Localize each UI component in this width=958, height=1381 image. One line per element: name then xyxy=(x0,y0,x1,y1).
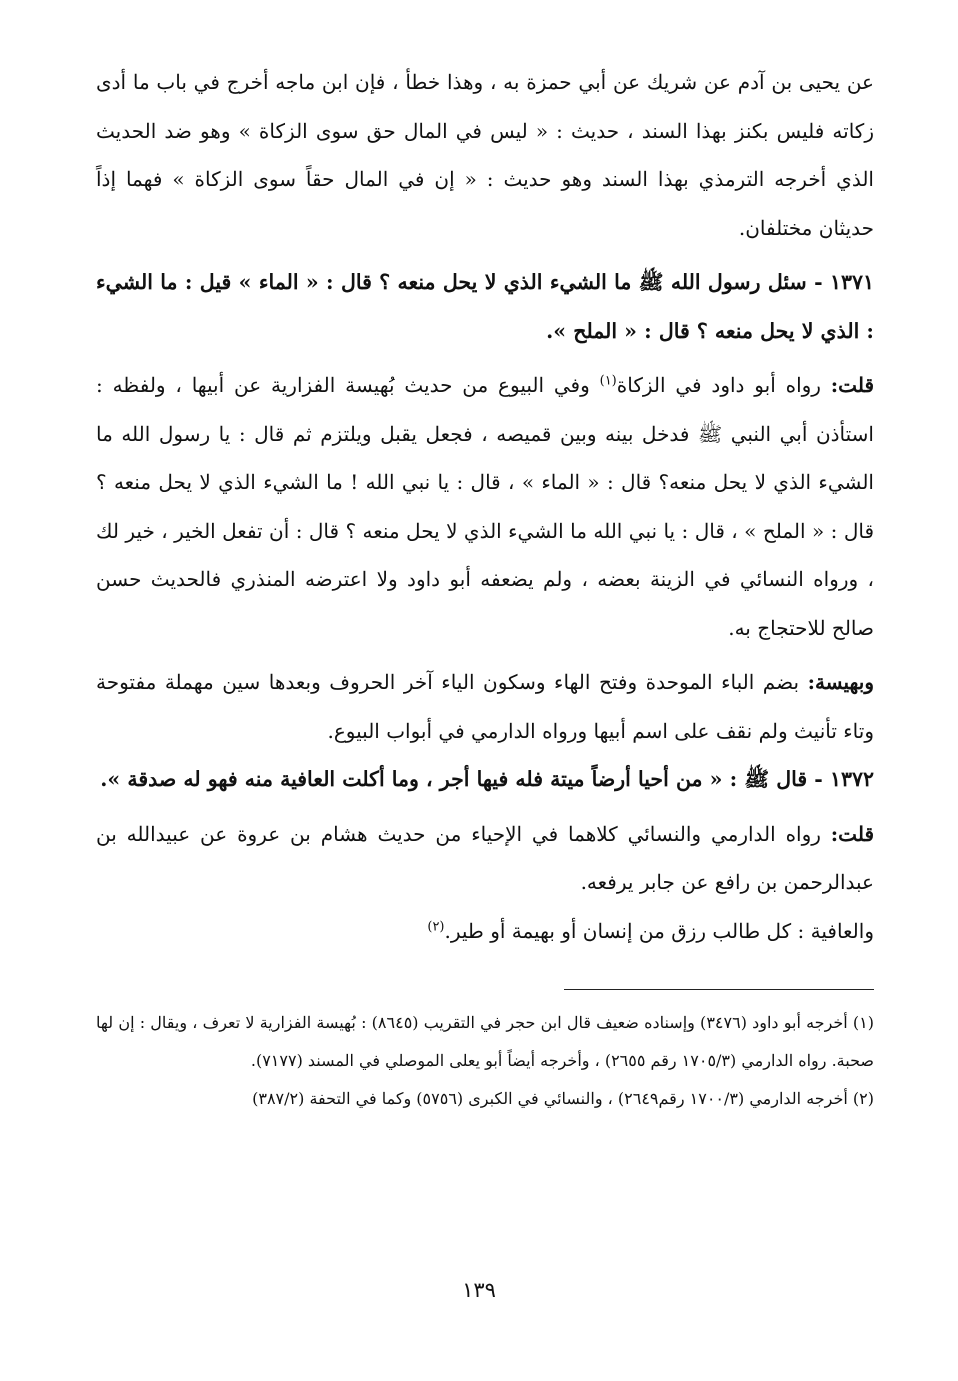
hadith-1371 xyxy=(96,258,874,355)
footnote-2: (٢) أخرجه الدارمي (١٧٠٠/٣ رقم٢٦٤٩) ، والنسائي في الكبرى (٥٧٥٦) وكما في التحفة (٣٨٧/٢) xyxy=(252,1089,874,1108)
paragraph-lead: وبهيسة: xyxy=(807,670,874,694)
commentary-paragraph-afiya xyxy=(96,907,874,956)
footnote-reference-2[interactable]: (٢) xyxy=(427,918,445,934)
page-number: ١٣٩ xyxy=(462,1278,496,1302)
commentary-paragraph xyxy=(96,58,874,252)
paragraph-text: عن يحيى بن آدم عن شريك عن أبي حمزة به ، وهذا خطأ ، فإن ابن ماجه أخرج في باب ما أدى زكاته فليس بكنز بهذا السند ، حديث : « ليس في المال حق سوى الزكاة » وهو ضد الحديث الذي أخرجه الترمذي بهذا السند وهو حديث : « إن في المال حقاً سوى الزكاة » فهما إذاً حديثان مختلفان. xyxy=(96,70,874,240)
paragraph-text-continued: وفي البيوع من حديث بُهيسة الفزارية عن أبيها ، ولفظه : استأذن أبي النبي ﷺ فدخل بينه وبين قميصه ، فجعل يقبل ويلتزم ثم قال : يا رسول الله ما الشيء الذي لا يحل منعه؟ قال : « الماء » ، قال : يا نبي الله ! ما الشيء الذي لا يحل منعه ؟ قال : « الملح » ، قال : يا نبي الله ما الشيء الذي لا يحل منعه ؟ قال : أن تفعل الخير ، خير لك ، ورواه النسائي في الزينة بعضه ، ولم يضعفه أبو داود ولا اعترضه المنذري فالحديث حسن صالح للاحتجاج به. xyxy=(96,373,874,640)
paragraph-text: بضم الباء الموحدة وفتح الهاء وسكون الياء آخر الحروف وبعدها سين مهملة مفتوحة وتاء تأنيث ولم نقف على اسم أبيها ورواه الدارمي في أبواب البيوع. xyxy=(96,670,874,743)
paragraph-text: رواه الدارمي والنسائي كلاهما في الإحياء من حديث هشام بن عروة عن عبيدالله بن عبدالرحمن بن رافع عن جابر يرفعه. xyxy=(96,821,874,894)
paragraph-lead: قلت: xyxy=(830,821,874,846)
footnote-divider xyxy=(564,989,874,990)
hadith-text: ١٣٧١ - سئل رسول الله ﷺ ما الشيء الذي لا يحل منعه ؟ قال : « الماء » قيل : ما الشيء : الذي لا يحل منعه ؟ قال : « الملح ». xyxy=(96,270,874,343)
hadith-1372 xyxy=(96,755,874,804)
paragraph-text: والعافية : كل طالب رزق من إنسان أو بهيمة أو طير. xyxy=(444,918,874,943)
commentary-paragraph-qultu-2 xyxy=(96,810,874,907)
footnote-reference-1[interactable]: (١) xyxy=(599,373,617,389)
footnote-1: (١) أخرجه أبو داود (٣٤٧٦) وإسناده ضعيف قال ابن حجر في التقريب (٨٦٤٥) : بُهيسة الفزارية لا تعرف ، ويقال : إن لها صحبة. رواه الدارمي (١٧٠٥/٣ رقم ٢٦٥٥) ، وأخرجه أيضاً أبو يعلى الموصلي في المسند (٧١٧٧). xyxy=(96,1013,875,1070)
paragraph-lead: قلت: xyxy=(830,373,874,397)
commentary-paragraph-buhaysa xyxy=(96,658,874,755)
paragraph-text: رواه أبو داود في الزكاة xyxy=(616,373,831,397)
footnotes-section xyxy=(96,1004,874,1118)
hadith-text: ١٣٧٢ - قال ﷺ : « من أحيا أرضاً ميتة فله فيها أجر ، وما أكلت العافية منه فهو له صدقة ». xyxy=(100,767,874,791)
commentary-paragraph-qultu-1 xyxy=(96,361,874,652)
